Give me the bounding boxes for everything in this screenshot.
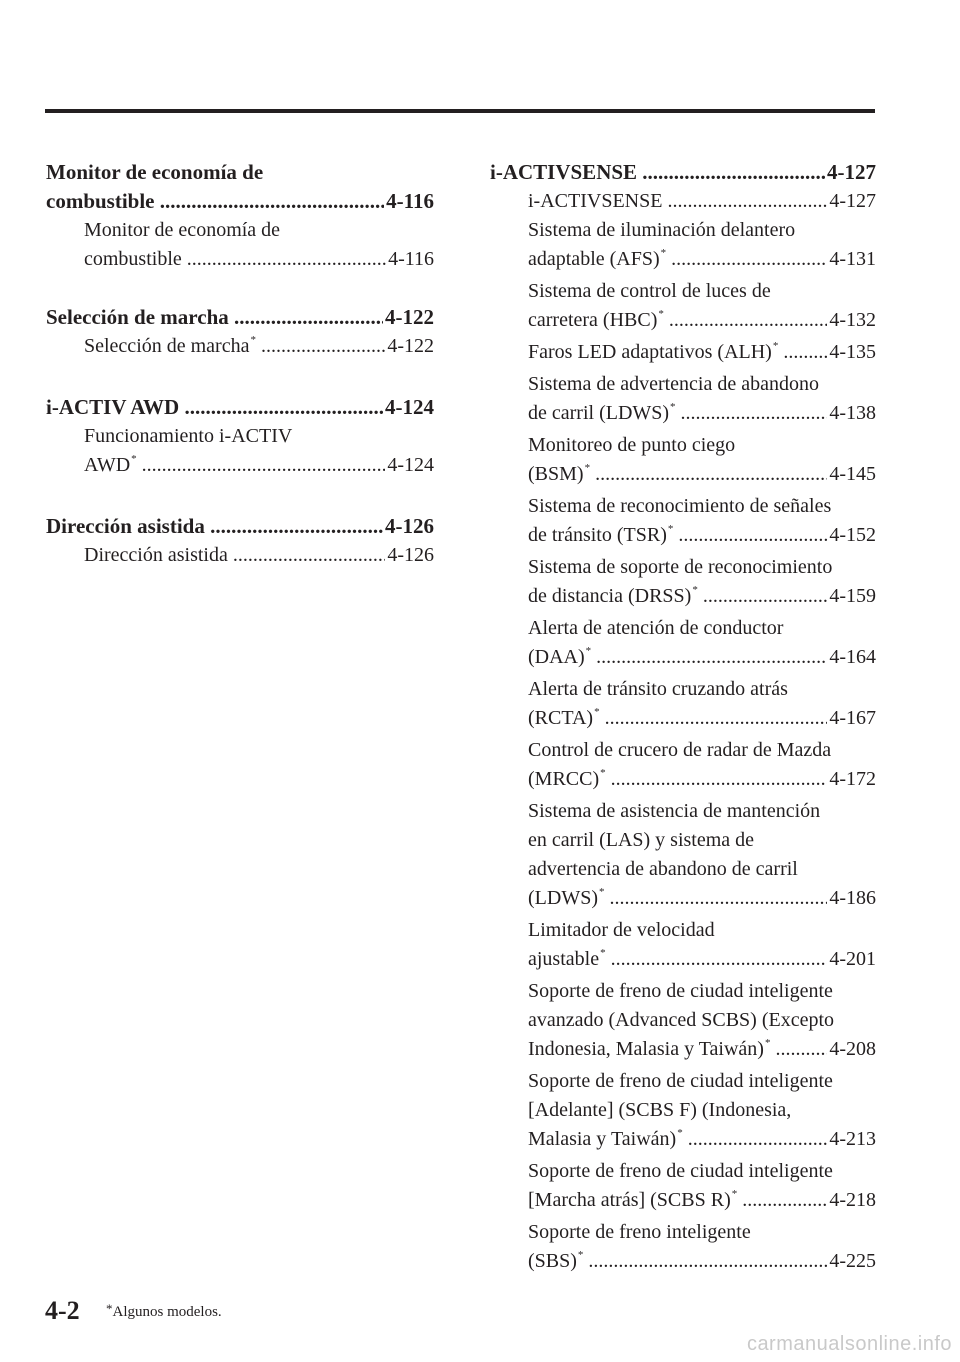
toc-page-ref: 4-218 — [829, 1189, 876, 1211]
toc-entry-title — [528, 521, 827, 553]
toc-right-column — [490, 158, 876, 1279]
toc-section-entry — [46, 512, 434, 541]
toc-entry-line: Soporte de freno de ciudad inteligente — [528, 1160, 833, 1182]
asterisk-marker: * — [594, 706, 600, 718]
toc-entry-title — [528, 399, 827, 431]
toc-section-entry — [46, 303, 434, 332]
toc-entry-last-line — [46, 393, 434, 422]
toc-entry-last-line — [84, 332, 434, 364]
toc-entry-title — [528, 306, 827, 338]
toc-entry-title-text: de carril (LDWS) — [528, 402, 670, 424]
toc-entry-line: Sistema de reconocimiento de señales — [528, 495, 832, 517]
toc-subentry — [490, 216, 876, 277]
toc-entry-title — [528, 1035, 827, 1067]
toc-subentry — [46, 541, 434, 570]
toc-subentry — [490, 553, 876, 614]
toc-entry-title — [46, 393, 383, 422]
toc-subentry — [490, 277, 876, 338]
toc-page-ref: 4-167 — [829, 707, 876, 729]
toc-entry-title — [84, 332, 385, 364]
toc-subentry — [490, 675, 876, 736]
toc-page-ref: 4-124 — [387, 454, 434, 476]
toc-entry-title-text: AWD — [84, 454, 131, 476]
toc-page-ref: 4-126 — [387, 544, 434, 566]
toc-page-ref: 4-164 — [829, 646, 876, 668]
toc-subentry — [490, 916, 876, 977]
toc-subentry — [490, 370, 876, 431]
toc-entry-last-line — [528, 1035, 876, 1067]
toc-entry-title-text: Indonesia, Malasia y Taiwán) — [528, 1038, 764, 1060]
toc-page-ref: 4-116 — [386, 189, 434, 213]
toc-entry-last-line — [528, 306, 876, 338]
toc-entry-title-text: ajustable — [528, 948, 600, 970]
asterisk-marker: * — [658, 308, 664, 320]
footnote-asterisk: * — [106, 1301, 113, 1316]
toc-entry-last-line — [528, 187, 876, 216]
toc-entry-title-text: i-ACTIVSENSE — [528, 190, 663, 212]
toc-entry-line: Sistema de asistencia de mantención — [528, 800, 821, 822]
toc-entry-last-line — [528, 704, 876, 736]
toc-entry-last-line — [528, 765, 876, 797]
toc-subentry — [490, 1067, 876, 1157]
toc-subentry — [490, 1157, 876, 1218]
toc-entry-title-text: combustible — [84, 248, 182, 270]
toc-entry-title-text: Malasia y Taiwán) — [528, 1128, 677, 1150]
toc-page-ref: 4-124 — [385, 395, 434, 419]
toc-entry-title — [528, 643, 827, 675]
footnote-text: Algunos modelos. — [112, 1304, 222, 1320]
toc-entry-line: Soporte de freno de ciudad inteligente — [528, 980, 833, 1002]
toc-entry-title — [84, 245, 386, 274]
toc-entry-title-text: Dirección asistida — [46, 514, 205, 538]
toc-entry-title-text: de tránsito (TSR) — [528, 524, 667, 546]
toc-subentry — [46, 216, 434, 274]
toc-entry-last-line — [528, 884, 876, 916]
toc-entry-last-line — [84, 451, 434, 483]
toc-page-ref: 4-145 — [829, 463, 876, 485]
toc-subentry — [490, 431, 876, 492]
toc-page-ref: 4-186 — [829, 887, 876, 909]
toc-entry-title — [528, 460, 827, 492]
toc-page-ref: 4-152 — [829, 524, 876, 546]
toc-subentry — [46, 422, 434, 483]
toc-entry-line: Limitador de velocidad — [528, 919, 715, 941]
toc-entry-line: Funcionamiento i-ACTIV — [84, 425, 293, 447]
asterisk-marker: * — [250, 334, 256, 346]
toc-entry-line: avanzado (Advanced SCBS) (Excepto — [528, 1009, 835, 1031]
toc-entry-title-text: i-ACTIV AWD — [46, 395, 180, 419]
group-spacer — [46, 483, 434, 512]
toc-entry-line: Monitor de economía de — [84, 219, 281, 241]
toc-entry-title — [528, 1125, 827, 1157]
toc-entry-line: Sistema de soporte de reconocimiento — [528, 556, 833, 578]
asterisk-marker: * — [667, 523, 674, 535]
toc-subentry — [490, 338, 876, 370]
toc-entry-title — [528, 765, 827, 797]
toc-entry-title-text: carretera (HBC) — [528, 309, 658, 331]
toc-page-ref: 4-138 — [829, 402, 876, 424]
toc-entry-line: Control de crucero de radar de Mazda — [528, 739, 832, 761]
toc-left-column — [46, 158, 434, 570]
toc-entry-title-text: combustible — [46, 189, 155, 213]
toc-entry-title — [46, 303, 383, 332]
toc-entry-line: [Adelante] (SCBS F) (Indonesia, — [528, 1099, 792, 1121]
asterisk-marker: * — [660, 247, 667, 259]
toc-entry-title — [84, 451, 385, 483]
toc-section-entry — [490, 158, 876, 187]
asterisk-marker: * — [764, 1037, 771, 1049]
toc-entry-last-line — [528, 945, 876, 977]
toc-entry-line: Monitor de economía de — [46, 160, 264, 184]
toc-entry-last-line — [528, 1125, 876, 1157]
toc-entry-last-line — [46, 512, 434, 541]
group-spacer — [46, 274, 434, 303]
toc-page-ref: 4-135 — [829, 341, 876, 363]
toc-entry-title — [528, 884, 827, 916]
toc-entry-last-line — [46, 303, 434, 332]
toc-entry-title-text: Dirección asistida — [84, 544, 228, 566]
toc-page-ref: 4-127 — [829, 190, 876, 212]
asterisk-marker: * — [598, 886, 605, 898]
toc-page-ref: 4-208 — [829, 1038, 876, 1060]
toc-page-ref: 4-201 — [829, 948, 876, 970]
toc-entry-last-line — [528, 1247, 876, 1279]
toc-entry-line: Alerta de atención de conductor — [528, 617, 784, 639]
toc-entry-title-text: (BSM) — [528, 463, 584, 485]
group-spacer — [46, 364, 434, 393]
toc-entry-line: Sistema de advertencia de abandono — [528, 373, 819, 395]
asterisk-marker: * — [600, 767, 606, 779]
toc-entry-line: Soporte de freno inteligente — [528, 1221, 751, 1243]
asterisk-marker: * — [584, 462, 591, 474]
toc-entry-title-text: [Marcha atrás] (SCBS R) — [528, 1189, 731, 1211]
toc-page-ref: 4-122 — [387, 335, 434, 357]
toc-entry-title — [490, 158, 825, 187]
toc-entry-title-text: (DAA) — [528, 646, 585, 668]
toc-entry-title-text: (MRCC) — [528, 768, 600, 790]
toc-entry-line: advertencia de abandono de carril — [528, 858, 798, 880]
toc-entry-line: Sistema de control de luces de — [528, 280, 771, 302]
toc-page-ref: 4-131 — [829, 248, 876, 270]
toc-entry-title-text: (SBS) — [528, 1250, 577, 1272]
toc-entry-last-line — [528, 521, 876, 553]
toc-entry-line: Soporte de freno de ciudad inteligente — [528, 1070, 833, 1092]
toc-entry-last-line — [528, 338, 876, 370]
asterisk-marker: * — [131, 453, 137, 465]
toc-page-ref: 4-116 — [388, 248, 434, 270]
toc-entry-line: Alerta de tránsito cruzando atrás — [528, 678, 788, 700]
asterisk-marker: * — [600, 947, 606, 959]
toc-entry-title — [84, 541, 385, 570]
toc-entry-title-text: (LDWS) — [528, 887, 598, 909]
header-rule — [45, 109, 875, 113]
asterisk-marker: * — [677, 1127, 683, 1139]
toc-section-entry — [46, 393, 434, 422]
toc-entry-last-line — [528, 582, 876, 614]
asterisk-marker: * — [692, 584, 698, 596]
toc-entry-last-line — [84, 541, 434, 570]
toc-entry-line: en carril (LAS) y sistema de — [528, 829, 755, 851]
toc-entry-title-text: i-ACTIVSENSE — [490, 160, 638, 184]
toc-subentry — [490, 736, 876, 797]
toc-entry-title — [528, 338, 827, 370]
toc-entry-title-text: (RCTA) — [528, 707, 594, 729]
asterisk-marker: * — [772, 340, 779, 352]
toc-entry-line: Sistema de iluminación delantero — [528, 219, 796, 241]
asterisk-marker: * — [577, 1249, 584, 1261]
toc-entry-title-text: adaptable (AFS) — [528, 248, 660, 270]
toc-subentry — [490, 797, 876, 916]
toc-page-ref: 4-127 — [827, 160, 876, 184]
toc-entry-title-text: Selección de marcha — [84, 335, 250, 357]
asterisk-marker: * — [585, 645, 592, 657]
toc-entry-title — [46, 512, 383, 541]
watermark: carmanualsonline.info — [746, 1333, 952, 1355]
toc-entry-last-line — [528, 399, 876, 431]
toc-subentry — [490, 187, 876, 216]
toc-entry-title — [528, 1247, 827, 1279]
toc-page-ref: 4-213 — [829, 1128, 876, 1150]
toc-subentry — [490, 614, 876, 675]
toc-entry-title-text: de distancia (DRSS) — [528, 585, 692, 607]
toc-entry-last-line — [528, 245, 876, 277]
toc-entry-title-text: Faros LED adaptativos (ALH) — [528, 341, 772, 363]
page-number: 4-2 — [45, 1296, 80, 1325]
toc-subentry — [490, 492, 876, 553]
toc-subentry — [46, 332, 434, 364]
toc-entry-title — [528, 704, 827, 736]
toc-entry-last-line — [490, 158, 876, 187]
toc-page-ref: 4-132 — [829, 309, 876, 331]
toc-entry-last-line — [528, 460, 876, 492]
asterisk-marker: * — [731, 1188, 738, 1200]
toc-entry-last-line — [528, 1186, 876, 1218]
toc-entry-title — [528, 945, 827, 977]
toc-page-ref: 4-126 — [385, 514, 434, 538]
toc-page-ref: 4-225 — [829, 1250, 876, 1272]
asterisk-marker: * — [670, 401, 676, 413]
toc-page-ref: 4-172 — [829, 768, 876, 790]
toc-entry-title — [528, 187, 827, 216]
toc-entry-title — [528, 1186, 827, 1218]
toc-entry-line: Monitoreo de punto ciego — [528, 434, 736, 456]
toc-subentry — [490, 977, 876, 1067]
toc-entry-last-line — [46, 187, 434, 216]
toc-page-ref: 4-159 — [829, 585, 876, 607]
toc-entry-title — [46, 187, 384, 216]
toc-entry-title — [528, 582, 827, 614]
toc-subentry — [490, 1218, 876, 1279]
toc-entry-last-line — [84, 245, 434, 274]
toc-entry-title-text: Selección de marcha — [46, 305, 229, 329]
footnote — [106, 1301, 222, 1321]
toc-entry-title — [528, 245, 827, 277]
toc-entry-last-line — [528, 643, 876, 675]
toc-section-entry — [46, 158, 434, 216]
toc-page-ref: 4-122 — [385, 305, 434, 329]
